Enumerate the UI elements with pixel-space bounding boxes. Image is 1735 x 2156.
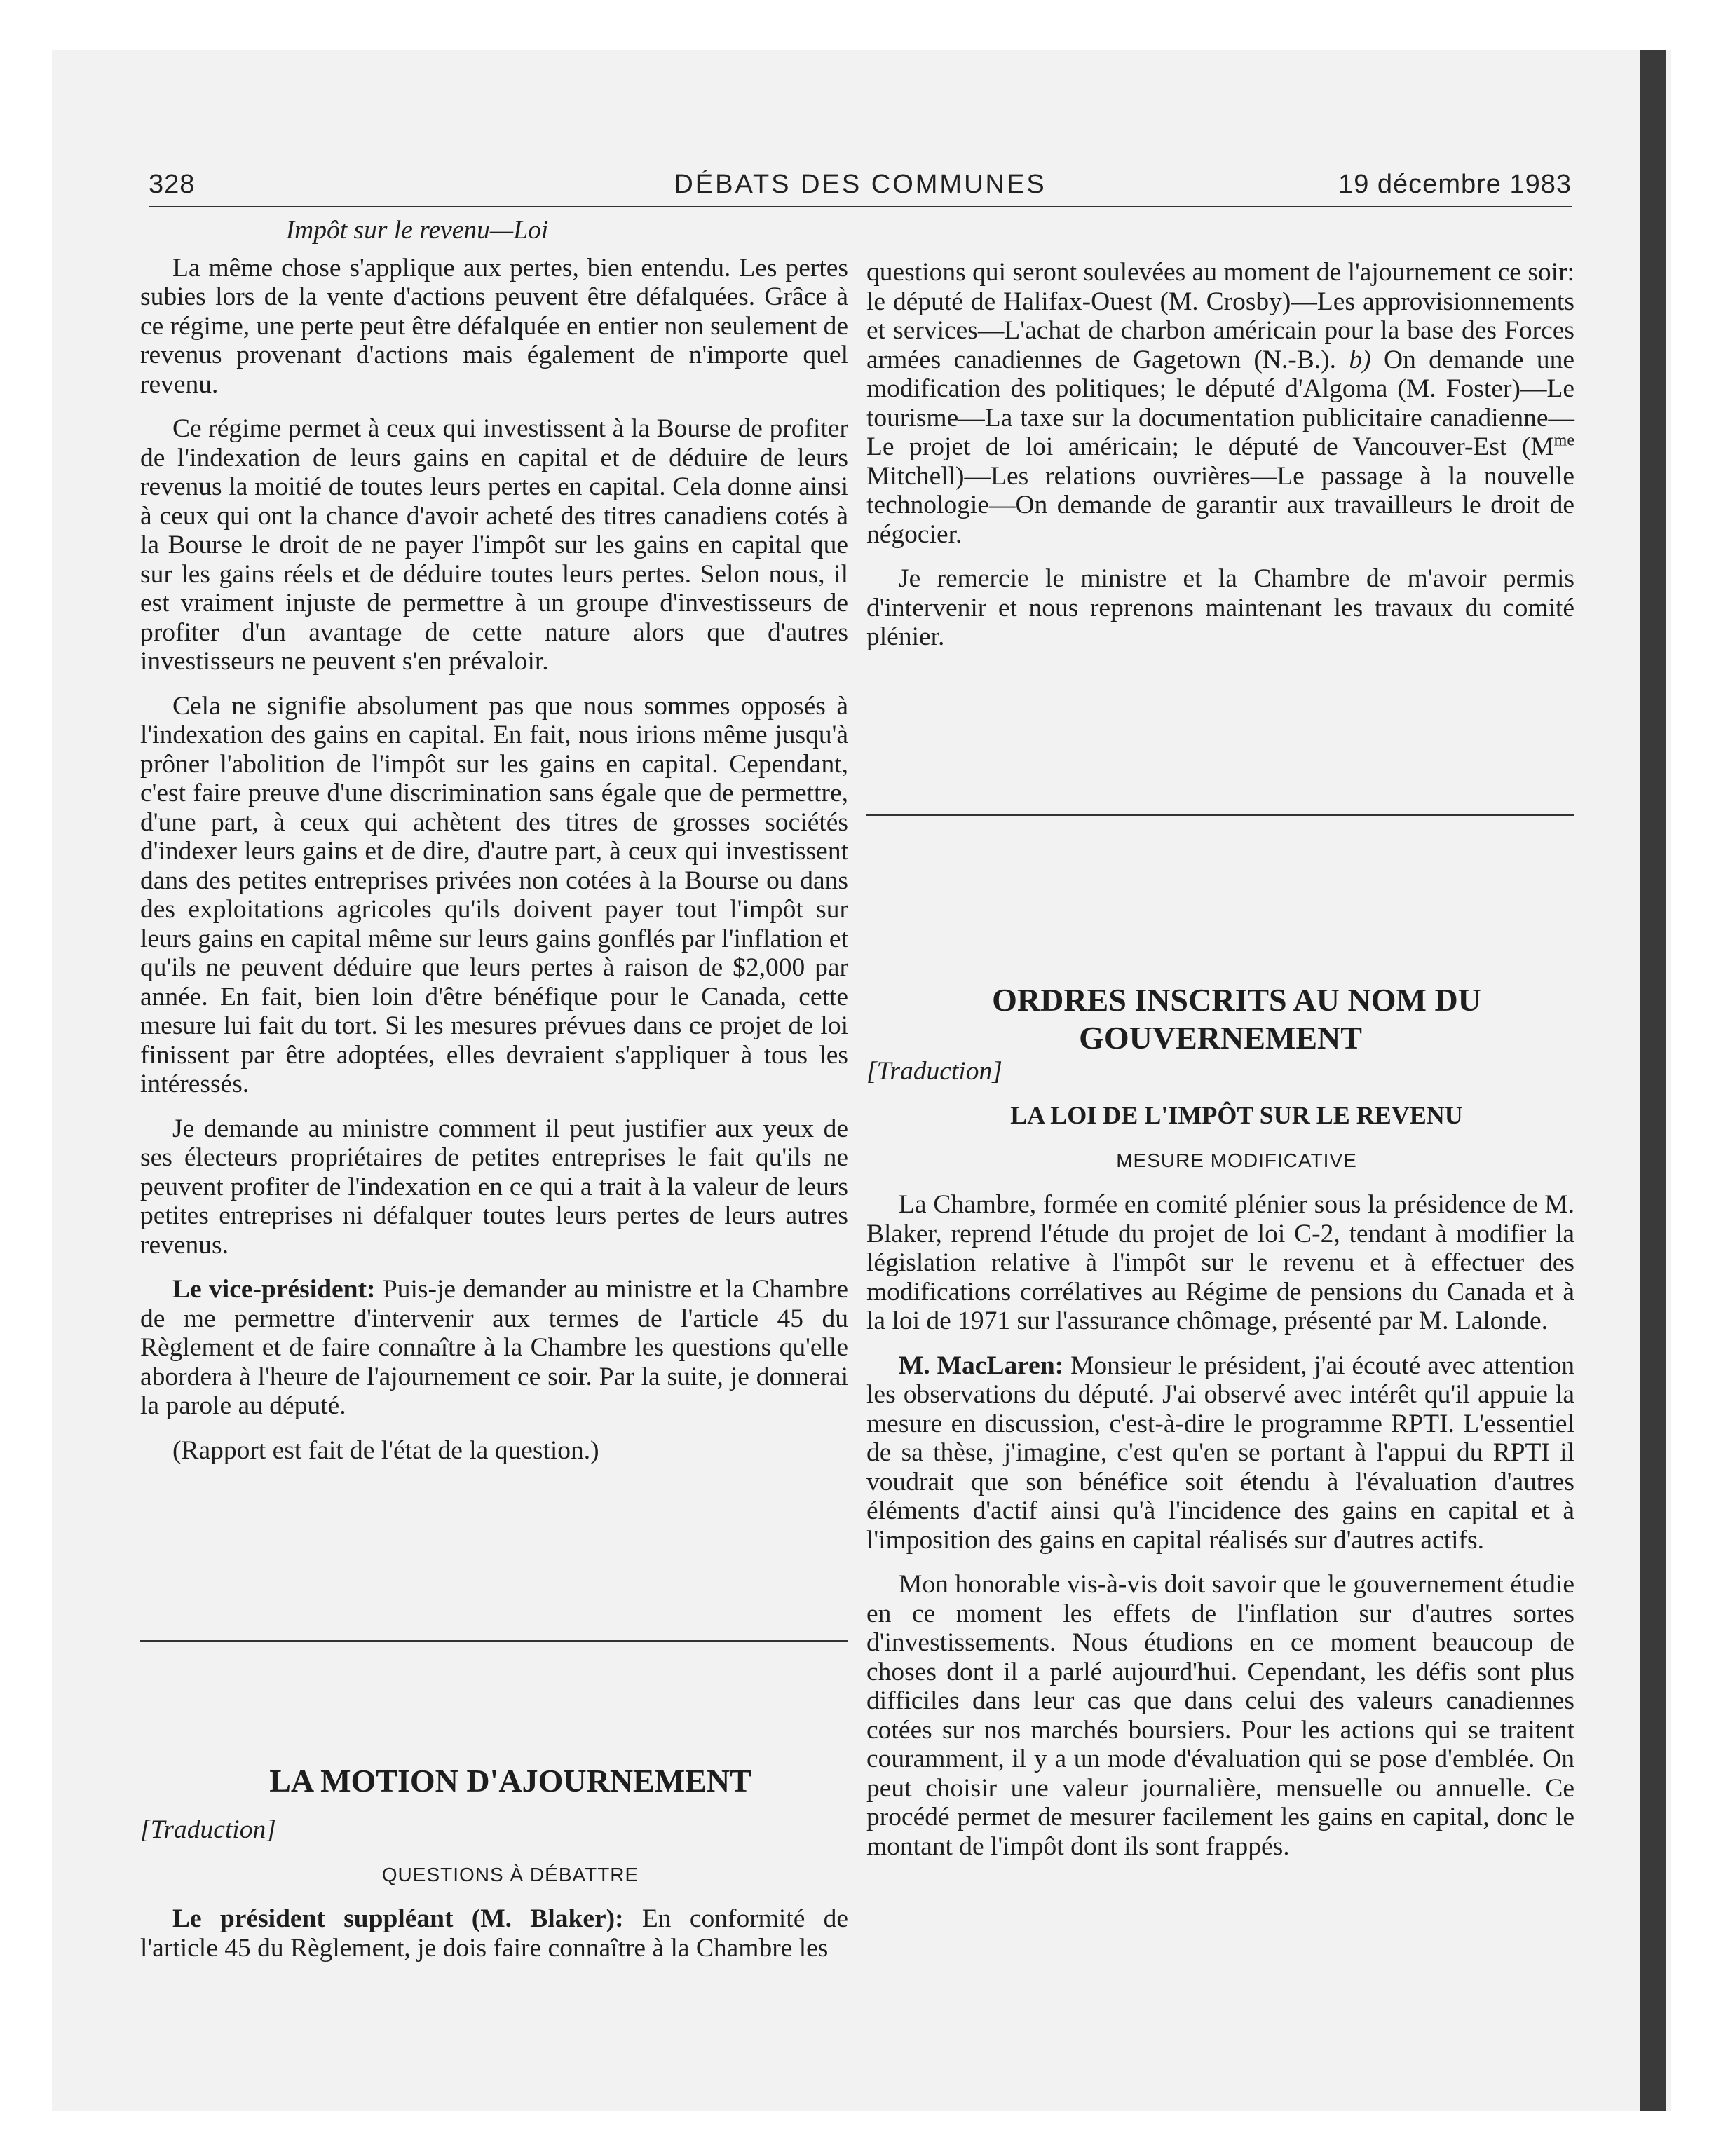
paragraph [866,258,1574,549]
speech-text: Puis-je demander au ministre et la Chambre de me permettre d'intervenir aux termes de l'article 45 du Règlement et de faire connaître à la Chambre les questions qu'elle abordera à l'heure de l'ajournement ce soir. Par la suite, je donnerai la parole au député. [140,1275,849,1420]
paragraph: La Chambre, formée en comité plénier sous la présidence de M. Blaker, reprend l'étude du projet de loi C-2, tendant à modifier la législation relative à l'impôt sur le revenu et à effectuer des modifications corrélatives au Régime de pensions du Canada et à la loi de 1971 sur l'assurance chômage, présenté par M. Lalonde. [866,1190,1574,1335]
section-subheading: QUESTIONS À DÉBATTRE [381,1863,639,1885]
translation-note: [Traduction] [140,1815,276,1844]
left-column [140,216,848,1978]
translation-note: [Traduction] [866,1056,1002,1086]
section-divider [866,814,1574,816]
paragraph: Ce régime permet à ceux qui investissent à la Bourse de profiter de l'indexation de leurs gains en capital et de déduire de leurs revenus la moitié de toutes leurs pertes en capital. Cela donne ainsi à ceux qui ont la chance d'avoir acheté des titres canadiens cotés à la Bourse le droit de ne payer l'impôt sur les gains en capital que sur les gains réels et de déduire toutes leurs pertes. Selon nous, il est vraiment injuste de permettre à un groupe d'investisseurs de profiter d'un avantage de cette nature alors que d'autres investisseurs ne peuvent s'en prévaloir. [140,414,848,676]
paragraph: Mon honorable vis-à-vis doit savoir que le gouvernement étudie en ce moment les effets de l'inflation sur d'autres sortes d'investissements. Nous étudions en ce moment beaucoup de choses dont il a parlé aujourd'hui. Cependant, les défis sont plus difficiles dans leur cas que dans celui des valeurs canadiennes cotées sur nos marchés boursiers. Pour les actions qui se traitent couramment, il y a un mode d'évaluation qui se pose d'emblée. On peut choisir une valeur journalière, mensuelle ou annuelle. Ce procédé permet de mesurer facilement les gains en capital, donc le montant de l'impôt dont ils sont frappés. [866,1570,1574,1861]
publication-title: DÉBATS DES COMMUNES [674,170,1047,199]
paragraph [140,1904,848,1963]
speech-text: En conformité de l'article 45 du Règlement, je dois faire connaître à la Chambre les [140,1904,848,1963]
list-label: b) [1349,345,1371,374]
text-run: Mitchell)—Les relations ouvrières—Le passage à la nouvelle technologie—On demande de garantir aux travailleurs le droit de négocier. [866,461,1574,549]
page-number: 328 [149,170,196,199]
paragraph: Cela ne signifie absolument pas que nous sommes opposés à l'indexation des gains en capital. En fait, nous irions même jusqu'à prôner l'abolition de l'impôt sur les gains en capital. Cependant, c'est faire preuve d'une discrimination sans égale que de permettre, d'une part, à ceux qui achètent des titres de grosses sociétés d'indexer leurs gains et de dire, d'autre part, à ceux qui investissent dans des petites entreprises privées non cotées à la Bourse ou dans des exploitations agricoles qu'ils doivent payer tout l'impôt sur leurs gains en capital même sur leurs gains gonflés par l'inflation et qu'ils ne peuvent déduire que leurs pertes à raison de $2,000 par année. En fait, bien loin d'être bénéfique pour le Canada, cette mesure lui fait du tort. Si les mesures prévues dans ce projet de loi finissent par être adoptées, elles devraient s'appliquer à tous les intéressés. [140,691,848,1098]
paragraph [140,1275,848,1421]
superscript: me [1553,431,1574,450]
speaker-name: Le président suppléant (M. Blaker): [172,1904,624,1933]
speech-text: Monsieur le président, j'ai écouté avec attention les observations du député. J'ai observé avec intérêt qu'il appuie la mesure en discussion, c'est-à-dire le programme RPTI. L'essentiel de sa thèse, j'imagine, c'est qu'en se portant à l'appui du RPTI il voudrait que son bénéfice soit étendu à l'évaluation d'autres éléments d'actif ainsi qu'à l'incidence des gains en capital et à l'imposition des gains en capital réalisés sur d'autres actifs. [866,1351,1575,1555]
paragraph: La même chose s'applique aux pertes, bien entendu. Les pertes subies lors de la vente d'actions peuvent être défalquées. Grâce à ce régime, une perte peut être défalquée en entier non seulement de revenus provenant d'actions mais également de n'importe quel revenu. [140,253,848,399]
section-heading: LA MOTION D'AJOURNEMENT [269,1763,751,1799]
right-column [866,258,1574,1876]
running-head: Impôt sur le revenu—Loi [285,216,549,245]
page-header [149,167,1572,207]
bill-subheading: MESURE MODIFICATIVE [1116,1149,1357,1171]
paragraph [866,1351,1574,1555]
paragraph: Je remercie le ministre et la Chambre de m'avoir permis d'intervenir et nous reprenons maintenant les travaux du comité plénier. [866,564,1574,651]
paragraph: (Rapport est fait de l'état de la question.) [172,1435,599,1465]
speaker-name: Le vice-président: [172,1275,376,1304]
bill-heading: LA LOI DE L'IMPÔT SUR LE REVENU [1010,1101,1463,1129]
section-heading: ORDRES INSCRITS AU NOM DU GOUVERNEMENT [992,981,1481,1056]
text-run: On demande une modification des politiques; le député d'Algoma (M. Foster)—Le tourisme—La taxe sur la documentation publicitaire canadienne—Le projet de loi américain; le député de Vancouver-Est (M [866,345,1575,461]
section-divider [140,1640,848,1642]
paragraph: Je demande au ministre comment il peut justifier aux yeux de ses électeurs propriétaires de petites entreprises le fait qu'ils ne peuvent profiter de l'indexation en ce qui a trait à la valeur de leurs petites entreprises ni défalquer toutes leurs pertes de leurs autres revenus. [140,1114,848,1260]
text-run: questions qui seront soulevées au moment de l'ajournement ce soir: le député de Halifax-Ouest (M. Crosby)—Les approvisionnements et services—L'achat de charbon américain pour la base des Forces armées canadiennes de Gagetown (N.-B.). [866,258,1574,374]
page-date: 19 décembre 1983 [1338,170,1572,199]
speaker-name: M. MacLaren: [899,1351,1064,1380]
